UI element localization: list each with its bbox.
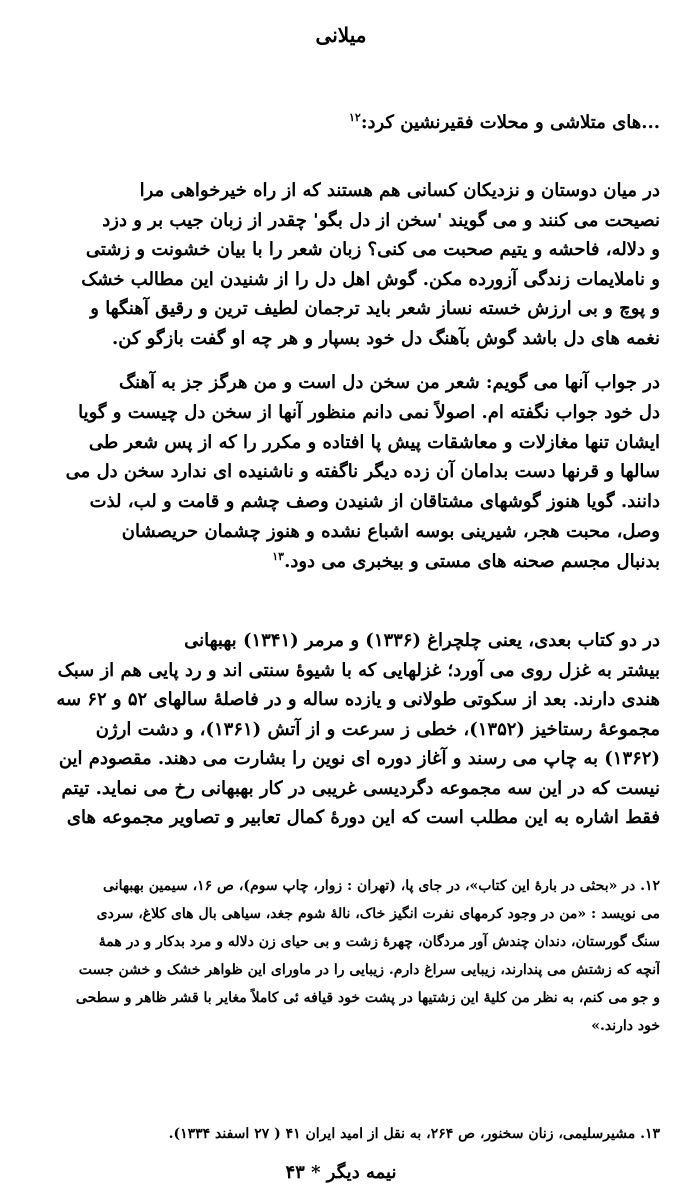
paragraph-line: ایشان تنها مغازلات و معاشقات پیش پا افتاده و مکرر را که از پس شعر طی <box>88 431 660 453</box>
footnote-line: خود دارند.» <box>591 1018 660 1034</box>
paragraph-line: مجموعهٔ رستاخیز (۱۳۵۲)، خطی ز سرعت و از آتش (۱۳۶۱)، و دشت ارژن <box>95 718 660 740</box>
footnote-13 <box>20 1120 660 1148</box>
paragraph-line: و دلاله، فاحشه و یتیم صحبت می کنی؟ زبان شعر را با بیان خشونت و زشتی <box>85 239 660 260</box>
paragraph-line: نغمه های دل باشد گوش بآهنگ دل خود بسپار و هر چه او گفت بازگو کن. <box>111 327 660 349</box>
paragraph-line: (۱۳۶۲) به چاپ می رسند و آغاز دوره ای نوین را بشارت می دهند. مقصودم این <box>58 748 660 769</box>
paragraph-3 <box>20 626 660 833</box>
paragraph-line: دانند. گویا هنوز گوشهای مشتاقان از شنیدن وصف چشم و قامت و لب، لذت <box>89 491 660 513</box>
paragraph-line: نصیحت می کنند و می گویند 'سخن از دل بگو' چقدر از زبان جیب بر و دزد <box>102 209 660 231</box>
paragraph-line: نیست که در این سه مجموعه دگردیسی غریبی در کار بهبهانی رخ می نماید. تیتم <box>61 777 660 799</box>
paragraph-line: فقط اشاره به این مطلب است که این دورهٔ کمال تعابیر و تصاویر مجموعه های <box>66 807 660 828</box>
footnote-ref-12: ۱۲ <box>349 111 361 124</box>
quote-ending-line <box>20 108 660 138</box>
paragraph-line: بیشتر به غزل روی می آورد؛ غزلهایی که با شیوهٔ سنتی اند و رد پایی هم از سبک <box>57 659 660 681</box>
page-footer: نیمه دیگر * ۴۳ <box>285 1162 397 1183</box>
paragraph-line: و پوچ و بی ارزش خسته نساز شعر باید ترجمان لطیف ترین و رقیق آهنگها و <box>90 298 660 319</box>
page-title: میلانی <box>315 23 367 47</box>
quote-ending-text: ...های متلاشی و محلات فقیرنشین کرد: <box>360 112 660 133</box>
footnote-line: ۱۳. مشیرسلیمی، زنان سخنور، ص ۲۶۴، به نقل از امید ایران ۴۱ ( ۲۷ اسفند ۱۳۳۴). <box>168 1126 660 1142</box>
footnote-line: سنگ گورستان، دندان چندش آور مردگان، چهرهٔ زشت و بی حیای زن دلاله و مرد بدکار و در همهٔ <box>98 934 660 950</box>
footnote-line: و جو می کنم، به نظر من کلیهٔ این زشتیها در پشت خود قیافه ئی کاملاً مغایر با قشر ظاهر و سطحی <box>75 990 660 1006</box>
paragraph-line: در جواب آنها می گویم: شعر من سخن دل است و من هرگز جز به آهنگ <box>118 372 660 393</box>
paragraph-line: سالها و قرنها دست بدامان آن زده دیگر ناگفته و ناشنیده ای ندارد سخن دل می <box>65 461 660 483</box>
paragraph-2 <box>20 368 660 577</box>
paragraph-line: و ناملایمات زندگی آزورده مکن. گوش اهل دل را از شنیدن این مطالب خشک <box>81 268 660 290</box>
paragraph-line: وصل، محبت هجر، شیرینی بوسه اشباع نشده و هنوز چشمان حریصشان <box>121 520 660 542</box>
quote-ending <box>20 108 660 138</box>
footnote-line: آنچه که زشتش می پندارند، زیبایی سراغ دارم. زیبایی را در ماورای این ظواهر خشک و خشن جست <box>78 962 660 978</box>
footnote-12 <box>20 872 660 1040</box>
paragraph-line: در دو کتاب بعدی، یعنی چلچراغ (۱۳۳۶) و مرمر (۱۳۴۱) بهبهانی <box>184 630 660 651</box>
paragraph-line: در میان دوستان و نزدیکان کسانی هم هستند که از راه خیرخواهی مرا <box>139 180 660 201</box>
paragraph-line: دل خود جواب نگفته ام. اصولاً نمی دانم منظور آنها از سخن دل چیست و گویا <box>78 401 660 423</box>
paragraph-line <box>20 547 660 577</box>
footnote-ref-13: ۱۳ <box>272 549 285 563</box>
paragraph-1 <box>20 176 660 353</box>
footnote-line: می نویسد : «من در وجود کرمهای نفرت انگیز خاک، نالهٔ شوم جغد، سیاهی بال های کلاغ، سردی <box>96 906 660 922</box>
footnote-line: ۱۲. در «بحثی در بارهٔ این کتاب»، در جای پا، (تهران : زوار، چاپ سوم)، ص ۱۶، سیمین بهبهانی <box>103 878 660 894</box>
paragraph-line: هندی دارند. بعد از سکوتی طولانی و یازده ساله و در فاصلهٔ سالهای ۵۲ و ۶۲ سه <box>56 689 660 710</box>
paragraph-last-text: بدنبال مجسم صحنه های مستی و بیخبری می دود. <box>284 550 660 572</box>
